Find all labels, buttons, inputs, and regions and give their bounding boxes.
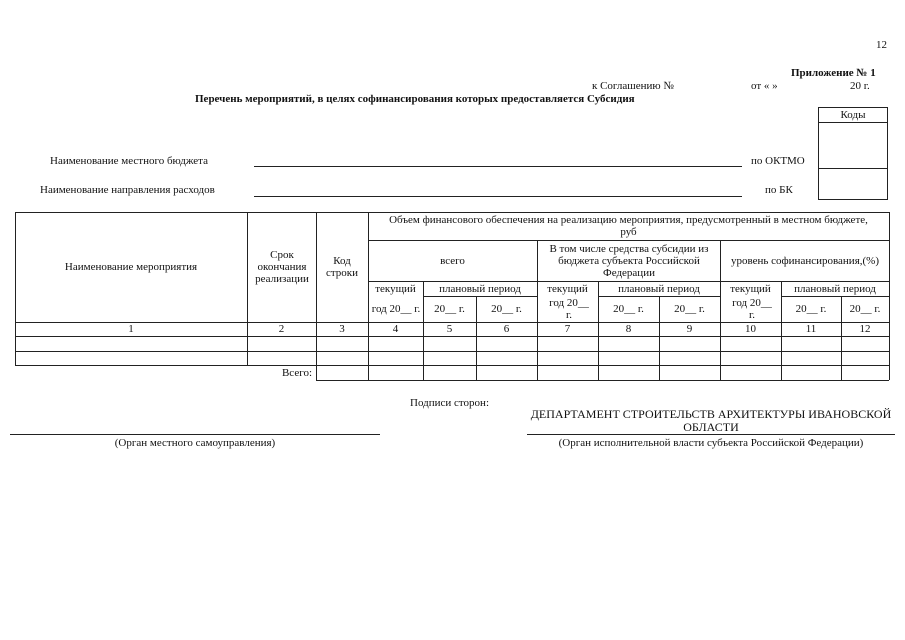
header-year-11: 20__ г. xyxy=(795,303,827,315)
col-number-12: 12 xyxy=(859,323,871,335)
header-year-9: 20__ г. xyxy=(674,303,705,315)
header-financing: Объем финансового обеспечения на реализацию мероприятия, предусмотренный в местном бюджете, руб xyxy=(389,214,868,238)
right-signature-caption: (Орган исполнительной власти субъекта Российской Федерации) xyxy=(558,437,864,449)
col-number-10: 10 xyxy=(745,323,756,335)
header-year-5: 20__ г. xyxy=(434,303,465,315)
header-current-4: текущий xyxy=(375,282,416,295)
left-signature-line[interactable] xyxy=(10,434,380,435)
expense-direction-label: Наименование направления расходов xyxy=(40,184,215,196)
header-year-12: 20__ г. xyxy=(849,303,881,315)
appendix-title: Приложение № 1 xyxy=(791,67,876,79)
col-number-9: 9 xyxy=(686,323,693,335)
col-number-5: 5 xyxy=(446,323,453,335)
col-number-4: 4 xyxy=(392,323,399,335)
codes-header: Коды xyxy=(840,108,866,121)
total-label: Всего: xyxy=(281,366,312,379)
total-row[interactable] xyxy=(317,366,888,379)
header-current-year-7: год 20__ г. xyxy=(549,297,589,321)
col-number-7: 7 xyxy=(564,323,571,335)
agreement-year: 20 г. xyxy=(850,80,870,92)
header-total-group: всего xyxy=(440,254,465,267)
agreement-date: от « » xyxy=(751,80,778,92)
header-planning-8-9: плановый период xyxy=(618,282,700,295)
right-signature-line[interactable] xyxy=(527,434,895,435)
header-current-10: текущий xyxy=(730,282,771,295)
header-subsidy-group: В том числе средства субсидии из бюджета субъекта Российской Федерации xyxy=(549,242,709,279)
col-number-11: 11 xyxy=(805,323,817,335)
oktmo-label: по ОКТМО xyxy=(751,155,805,167)
col-number-1: 1 xyxy=(128,323,134,335)
header-current-7: текущий xyxy=(547,282,588,295)
left-signature-caption: (Орган местного самоуправления) xyxy=(114,437,276,449)
header-planning-5-6: плановый период xyxy=(439,282,521,295)
signatures-header: Подписи сторон: xyxy=(410,397,490,409)
header-planning-11-12: плановый период xyxy=(794,282,876,295)
table-row[interactable] xyxy=(16,337,888,350)
header-current-year-10: год 20__ г. xyxy=(732,297,772,321)
header-year-6: 20__ г. xyxy=(491,303,522,315)
right-org-name: ДЕПАРТАМЕНТ СТРОИТЕЛЬСТВ АРХИТЕКТУРЫ ИВАНОВСКОЙ ОБЛАСТИ xyxy=(530,407,892,434)
col-number-6: 6 xyxy=(503,323,510,335)
header-year-8: 20__ г. xyxy=(613,303,644,315)
document-title: Перечень мероприятий, в целях софинансирования которых предоставляется Субсидия xyxy=(195,93,635,105)
budget-name-label: Наименование местного бюджета xyxy=(50,155,208,167)
header-event-name: Наименование мероприятия xyxy=(64,261,198,273)
header-row-code: Код строки xyxy=(325,255,359,279)
col-number-3: 3 xyxy=(339,323,345,335)
page-number: 12 xyxy=(876,39,887,51)
col-number-2: 2 xyxy=(278,323,285,335)
header-deadline: Срок окончания реализации xyxy=(255,249,309,285)
bk-label: по БК xyxy=(765,184,793,196)
col-number-8: 8 xyxy=(625,323,632,335)
header-level-group: уровень софинансирования,(%) xyxy=(731,254,879,267)
table-row[interactable] xyxy=(16,352,888,364)
header-current-year-4: год 20__ г. xyxy=(371,303,421,315)
agreement-label: к Соглашению № xyxy=(592,80,674,92)
